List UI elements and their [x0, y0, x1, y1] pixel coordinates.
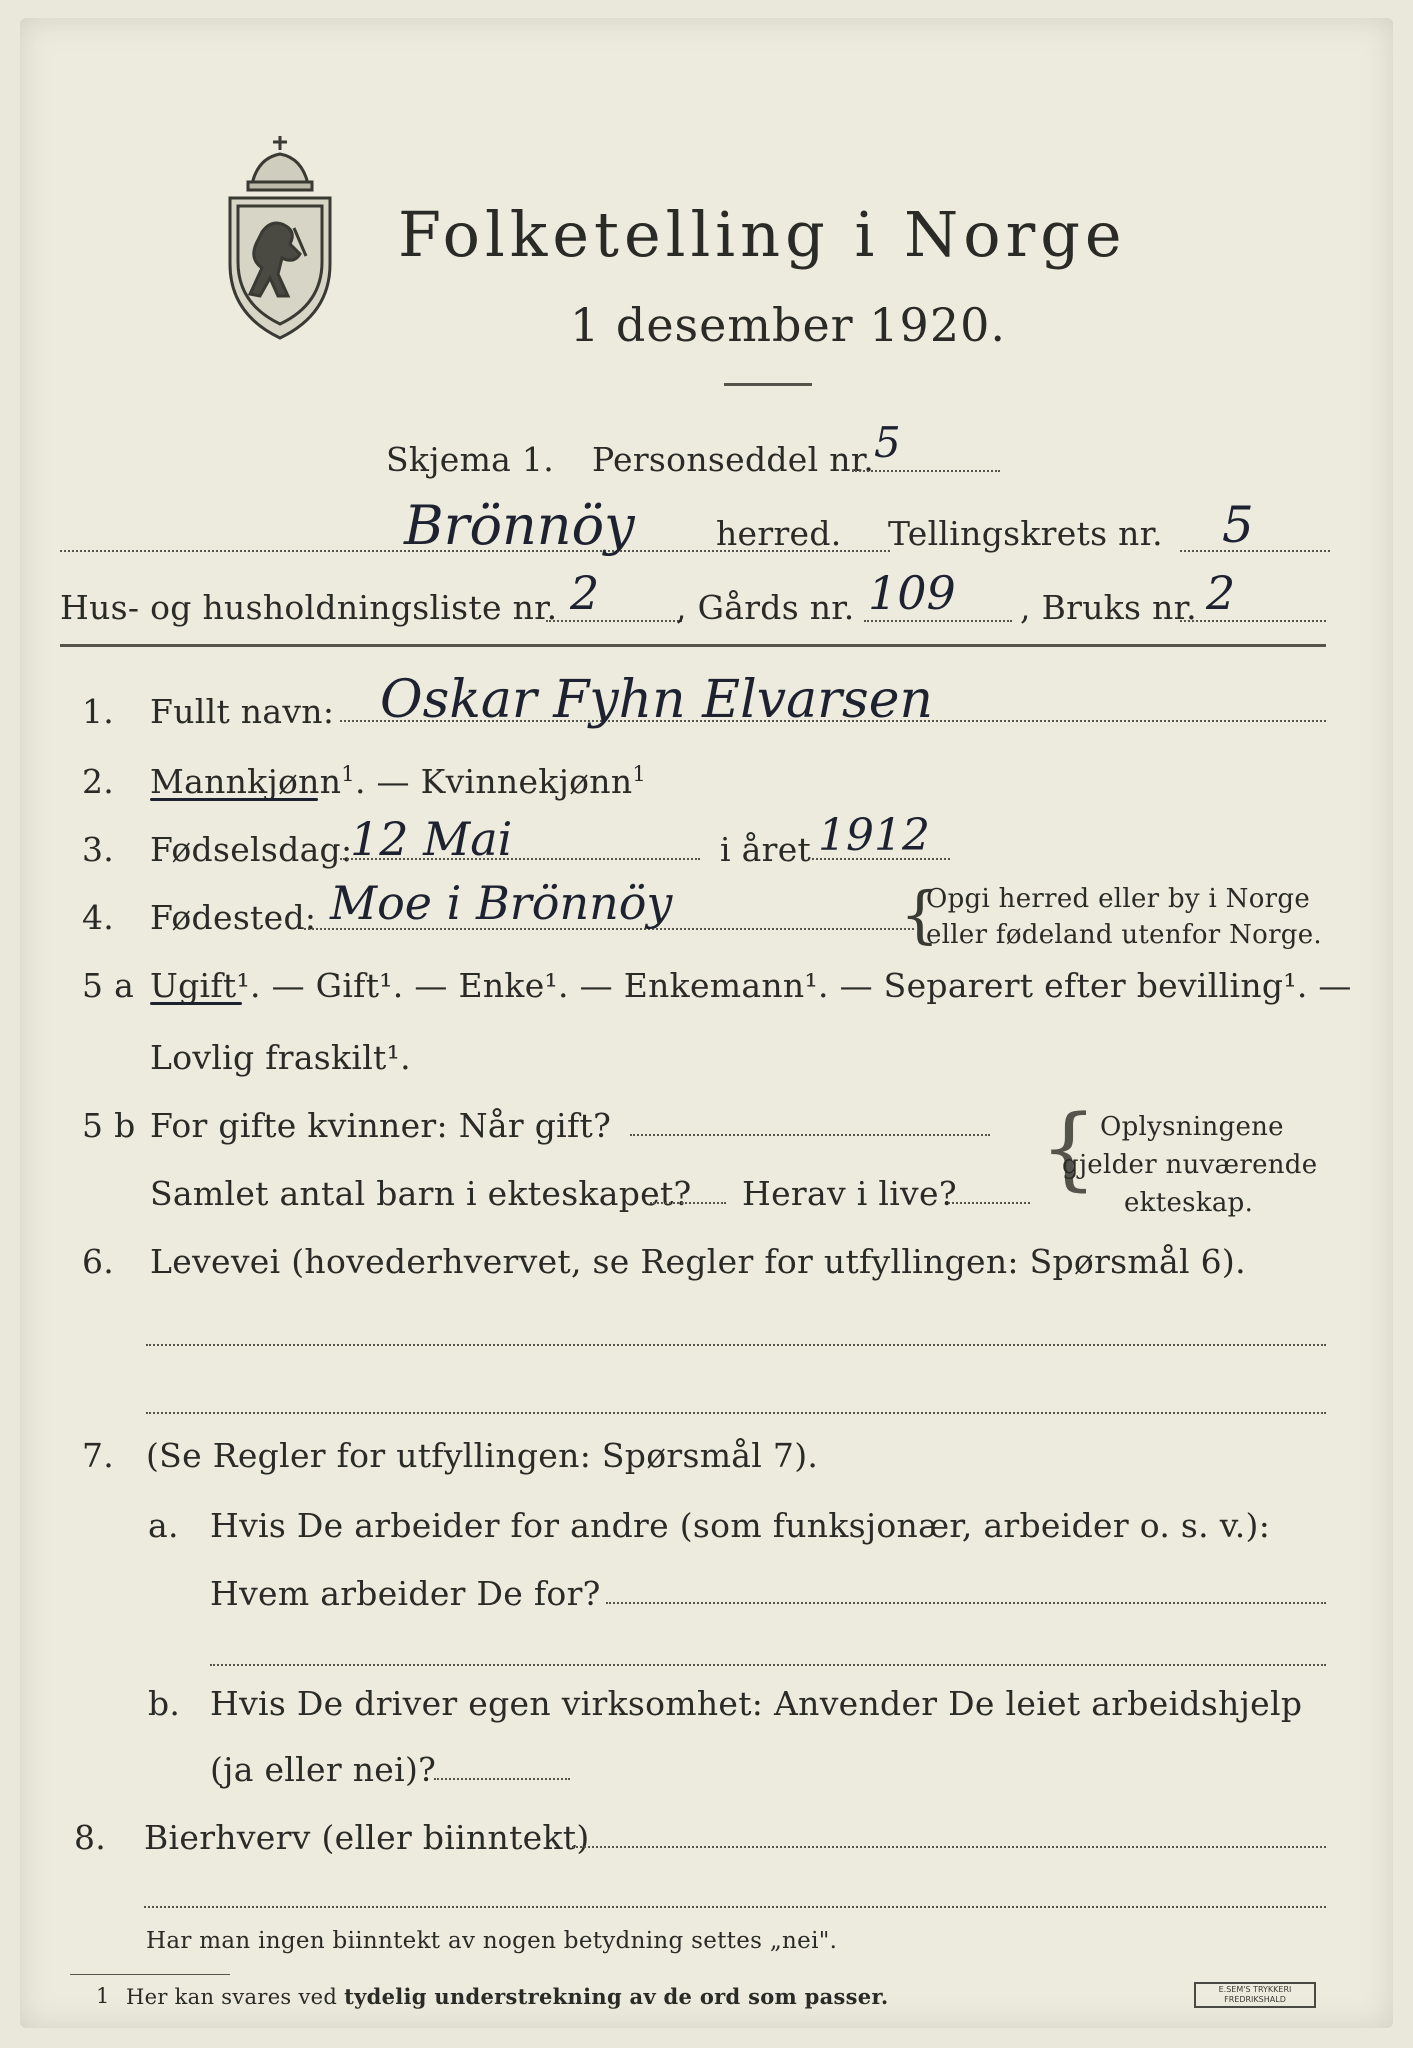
q6-number: 6. [82, 1242, 115, 1281]
title-divider [724, 383, 812, 386]
tellingskrets-label: Tellingskrets nr. [888, 514, 1163, 553]
q7b-marker: b. [148, 1684, 181, 1723]
husholdningsliste-field-line [546, 620, 682, 622]
children-count-field-line [650, 1202, 726, 1204]
q7a-employer-label: Hvem arbeider De for? [210, 1574, 601, 1613]
children-alive-field-line [948, 1202, 1030, 1204]
tellingskrets-field-line [1180, 550, 1330, 552]
employer-field-line-2 [210, 1664, 1326, 1666]
full-name-value[interactable]: Oskar Fyhn Elvarsen [380, 670, 933, 730]
q5a-marital-status-options[interactable]: Ugift¹. — Gift¹. — Enke¹. — Enkemann¹. — Separert efter bevilling¹. — [150, 966, 1352, 1005]
skjema-label: Skjema 1. [386, 440, 555, 479]
section-divider [60, 644, 1326, 647]
q7b-yes-no-label: (ja eller nei)? [210, 1750, 437, 1789]
form-title: Folketelling i Norge [398, 198, 1127, 271]
marriage-note-brace: { [1040, 1096, 1098, 1201]
printer-stamp: E.SEM'S TRYKKERI FREDRIKSHALD [1194, 1982, 1316, 2008]
mannkjonn-underline-mark [150, 798, 318, 801]
q7a-question: Hvis De arbeider for andre (som funksjonær, arbeider o. s. v.): [210, 1506, 1271, 1545]
q5b-married-women-label: For gifte kvinner: Når gift? [150, 1106, 612, 1145]
q5b-alive-label: Herav i live? [742, 1174, 957, 1213]
q7a-marker: a. [148, 1506, 179, 1545]
option-kvinnekjonn[interactable]: . — Kvinnekjønn [354, 762, 633, 801]
year-value[interactable]: 1912 [818, 810, 930, 861]
q5a-number: 5 a [82, 966, 135, 1005]
q5b-number: 5 b [82, 1106, 136, 1145]
side-income-field-line [572, 1846, 1326, 1848]
hired-help-field-line [434, 1778, 570, 1780]
husholdningsliste-value[interactable]: 2 [570, 566, 600, 620]
gards-value[interactable]: 109 [868, 566, 956, 620]
personseddel-label: Personseddel nr. [592, 440, 875, 479]
q2-number: 2. [82, 762, 115, 801]
footer-note: Har man ingen biinntekt av nogen betydning settes „nei". [146, 1928, 838, 1954]
personseddel-field-line [852, 470, 1000, 472]
year-label: i året [720, 830, 812, 869]
side-income-field-line-2 [144, 1906, 1326, 1908]
birthplace-note-line-1: Opgi herred eller by i Norge [926, 884, 1311, 914]
employer-field-line [606, 1602, 1326, 1604]
q4-birthplace-label: Fødested: [150, 898, 317, 937]
q3-birthday-label: Fødselsdag: [150, 830, 353, 869]
occupation-field-line-1 [146, 1344, 1326, 1346]
norwegian-coat-of-arms-icon [222, 132, 338, 344]
bruks-field-line [1180, 620, 1326, 622]
option-mannkjonn[interactable]: Mannkjønn [150, 762, 342, 801]
q7-label: (Se Regler for utfyllingen: Spørsmål 7). [146, 1436, 819, 1475]
husholdningsliste-label: Hus- og husholdningsliste nr. [60, 588, 558, 627]
marriage-note-line-1: Oplysningene [1100, 1112, 1284, 1142]
herred-label: herred. [716, 514, 842, 553]
bruks-label: , Bruks nr. [1020, 588, 1197, 627]
gards-label: , Gårds nr. [676, 588, 855, 627]
q5b-children-label: Samlet antal barn i ekteskapet? [150, 1174, 692, 1213]
marriage-note-line-2: gjelder nuværende [1062, 1150, 1318, 1180]
q2-gender-options: Mannkjønn$^1$. — Kvinnekjønn$^1$ [150, 762, 647, 801]
birthplace-value[interactable]: Moe i Brönnöy [330, 876, 673, 930]
personseddel-value[interactable]: 5 [874, 418, 901, 467]
birthplace-note-brace: { [900, 878, 940, 951]
tellingskrets-value[interactable]: 5 [1222, 496, 1254, 554]
q7-number: 7. [82, 1436, 115, 1475]
footnote-rule [70, 1974, 230, 1975]
q1-full-name-label: Fullt navn: [150, 692, 335, 731]
birthday-value[interactable]: 12 Mai [350, 812, 513, 866]
census-date: 1 desember 1920. [570, 298, 1006, 352]
bruks-value[interactable]: 2 [1206, 566, 1236, 620]
q8-side-income-label: Bierhverv (eller biinntekt) [144, 1818, 590, 1857]
q5a-lovlig-fraskilt-option[interactable]: Lovlig fraskilt¹. [150, 1038, 411, 1077]
gards-field-line [864, 620, 1012, 622]
herred-value[interactable]: Brönnöy [404, 494, 635, 557]
q1-number: 1. [82, 692, 115, 731]
birthplace-note-line-2: eller fødeland utenfor Norge. [926, 920, 1322, 950]
when-married-field-line [630, 1134, 990, 1136]
q6-occupation-label: Levevei (hovederhvervet, se Regler for utfyllingen: Spørsmål 6). [150, 1242, 1246, 1281]
occupation-field-line-2 [146, 1412, 1326, 1414]
footnote-text: Her kan svares ved tydelig understrekning av de ord som passer. [126, 1984, 889, 2009]
footnote-marker: 1 [96, 1984, 110, 2008]
q8-number: 8. [74, 1818, 107, 1857]
q3-number: 3. [82, 830, 115, 869]
q4-number: 4. [82, 898, 115, 937]
q7b-question: Hvis De driver egen virksomhet: Anvender De leiet arbeidshjelp [210, 1684, 1303, 1723]
marriage-note-line-3: ekteskap. [1124, 1188, 1254, 1218]
ugift-underline-mark [150, 1002, 242, 1005]
